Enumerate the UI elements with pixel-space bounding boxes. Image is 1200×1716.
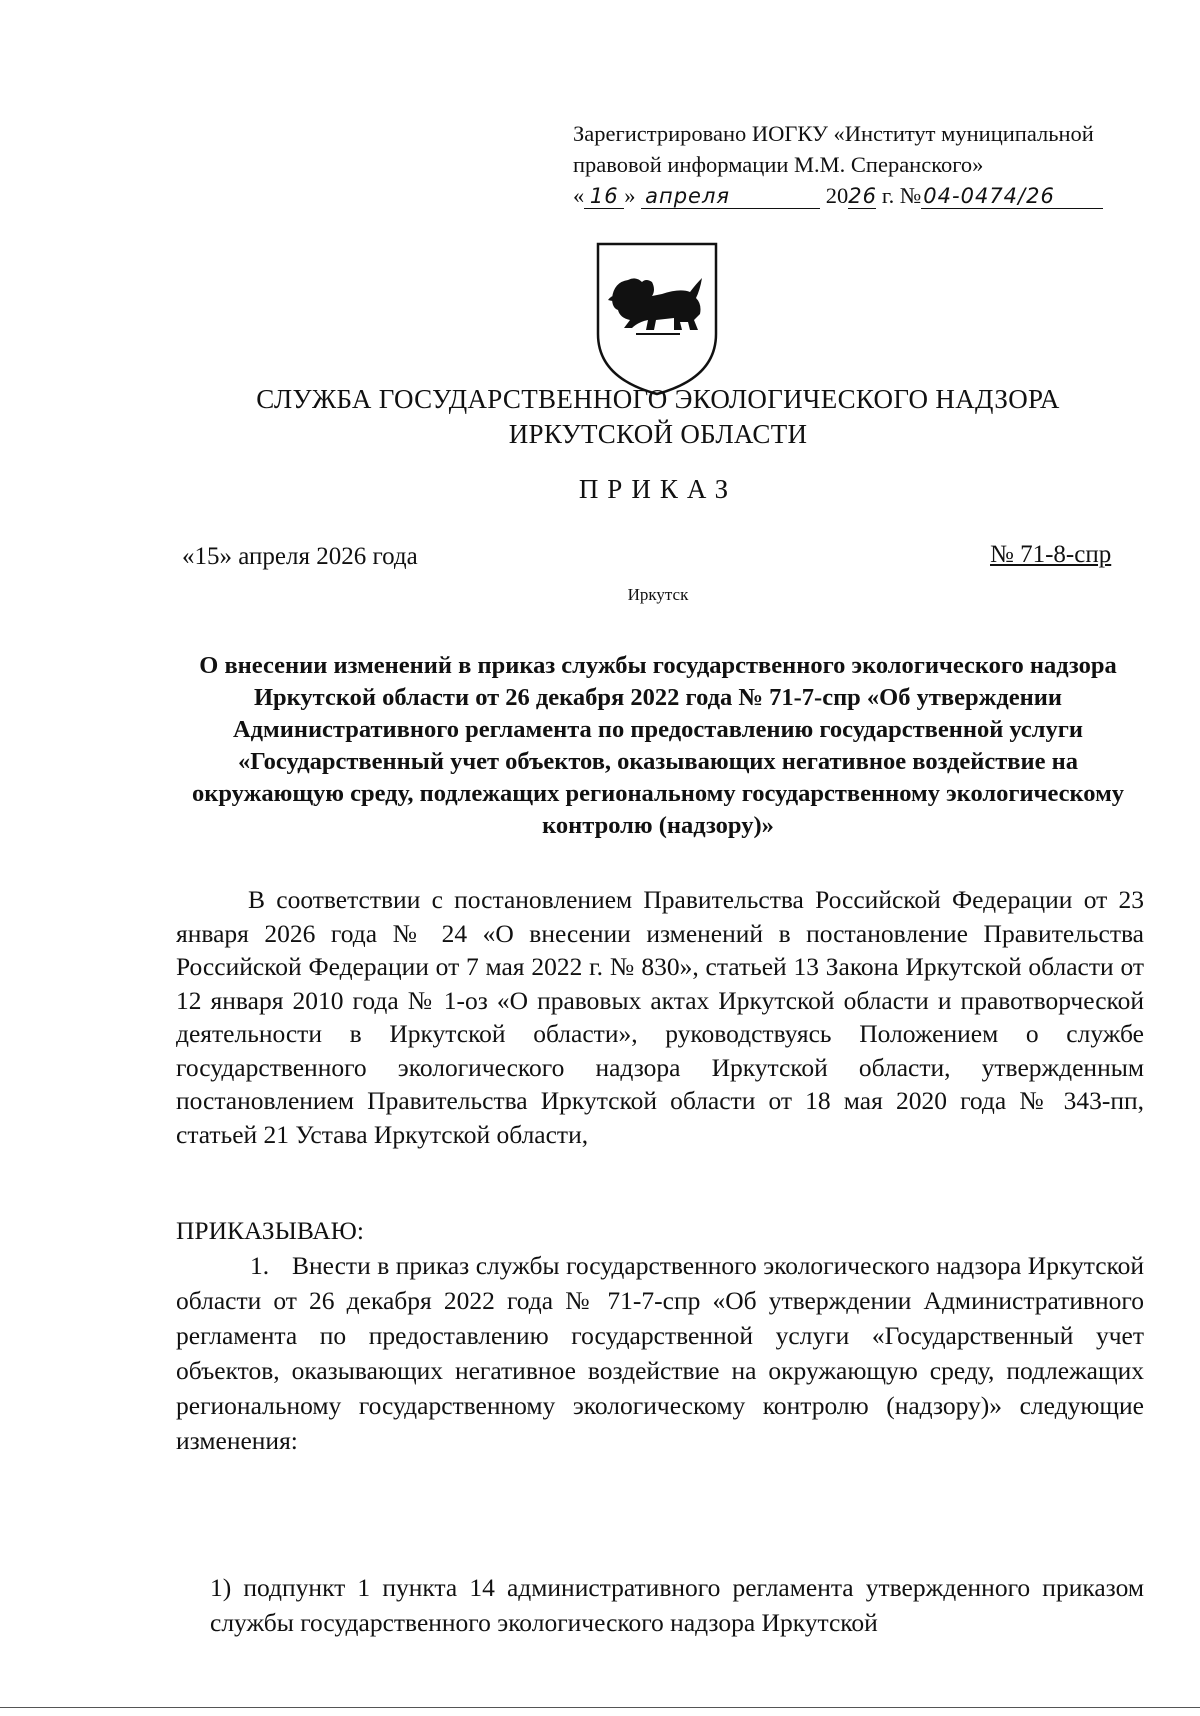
preamble-paragraph: В соответствии с постановлением Правительства Российской Федерации от 23 января 2026 года № 24 «О внесении изменений в постановление Правительства Российской Федерации от 7 мая 2022 г. № 830», статьей 13 Закона Иркутской области от 12 января 2010 года № 1-оз «О правовых актах Иркутской области и правотворческой деятельности в Иркутской области», руководствуясь Положением о службе государственного экологического надзора Иркутской области, утвержденным постановлением Правительства Иркутской области от 18 мая 2020 года № 343-пп, статьей 21 Устава Иркутской области, xyxy=(176,885,1144,1149)
registration-year-suffix: 26 xyxy=(848,184,877,208)
order-subitem-1: 1) подпункт 1 пункта 14 административного регламента утвержденного приказом службы государственного экологического надзора Иркутской xyxy=(210,1573,1144,1637)
registration-number: 04-0474/26 xyxy=(921,184,1103,209)
registration-day: 16 xyxy=(584,184,624,209)
order-subject: О внесении изменений в приказ службы государственного экологического надзора Иркутской области от 26 декабря 2022 года № 71-7-спр «Об утверждении Административного регламента по предоставлению государственной услуги «Государственный учет объектов, оказывающих негативное воздействие на окружающую среду, подлежащих региональному государственному экологическому контролю (надзору)» xyxy=(191,652,1125,839)
registration-line-1: Зарегистрировано ИОГКУ «Институт муниципальной xyxy=(573,121,1094,146)
registration-line-3 xyxy=(573,180,1133,211)
item-text: Внести в приказ службы государственного экологического надзора Иркутской области от 26 декабря 2022 года № 71-7-спр «Об утверждении Административного регламента по предоставлению государственной услуги «Государственный учет объектов, оказывающих негативное воздействие на окружающую среду, подлежащих региональному государственному экологическому контролю (надзору)» следующие изменения: xyxy=(176,1251,1144,1455)
order-item-1 xyxy=(176,1248,1144,1458)
order-date: «15» апреля 2026 года xyxy=(182,543,418,570)
org-line-1: СЛУЖБА ГОСУДАРСТВЕННОГО ЭКОЛОГИЧЕСКОГО НАДЗОРА xyxy=(256,384,1060,414)
registration-line-2: правовой информации М.М. Сперанского» xyxy=(573,152,984,177)
item-number: 1. xyxy=(250,1251,270,1280)
page-bottom-line xyxy=(0,1707,1200,1708)
org-line-2: ИРКУТСКОЙ ОБЛАСТИ xyxy=(508,419,808,449)
document-type: ПРИКАЗ xyxy=(578,474,738,504)
registration-stamp xyxy=(573,118,1133,211)
registration-year-prefix: 20 xyxy=(825,183,849,208)
registration-month: апреля xyxy=(641,184,820,209)
order-city: Иркутск xyxy=(627,585,689,604)
coat-of-arms-icon xyxy=(590,238,724,398)
organization-name xyxy=(0,382,1200,452)
registration-year-label: г. № xyxy=(876,183,922,208)
order-number: № 71-8-спр xyxy=(990,541,1112,568)
order-word: ПРИКАЗЫВАЮ: xyxy=(176,1216,364,1245)
quote-close: » xyxy=(624,183,636,208)
quote-open: « xyxy=(573,183,585,208)
